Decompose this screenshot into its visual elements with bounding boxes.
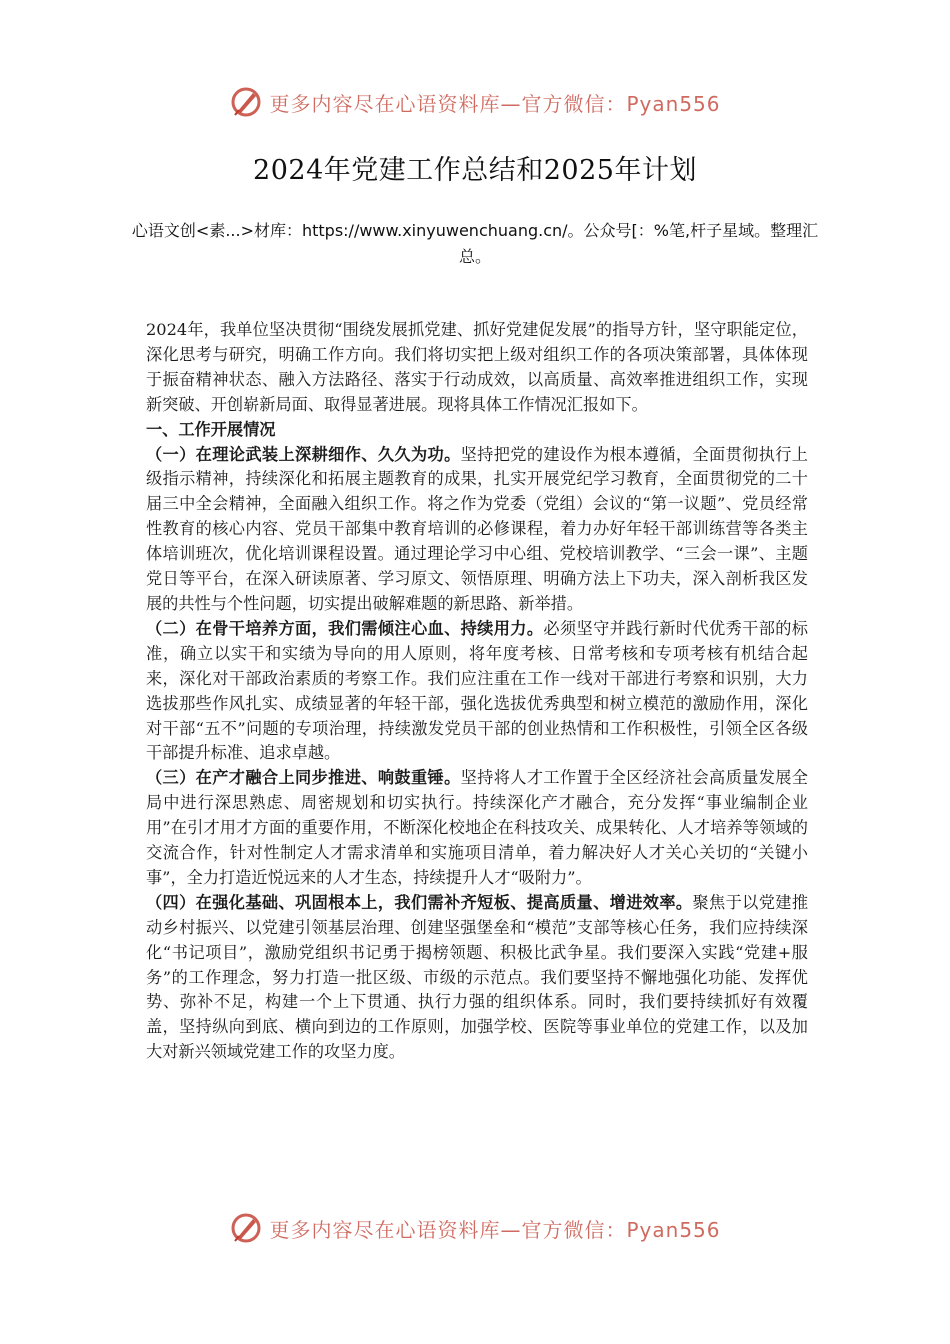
banner-text: 更多内容尽在心语资料库—官方微信：Pyan556 bbox=[269, 91, 721, 116]
section-lead-2: （二）在骨干培养方面，我们需倾注心血、持续用力。 bbox=[146, 618, 544, 638]
pen-swirl-logo-icon bbox=[229, 85, 263, 119]
document-title: 2024年党建工作总结和2025年计划 bbox=[253, 155, 697, 186]
footer-watermark-banner bbox=[0, 1208, 950, 1248]
intro-paragraph: 2024年，我单位坚决贯彻“围绕发展抓党建、抓好党建促发展”的指导方针，坚守职能定位，深化思考与研究，明确工作方向。我们将切实把上级对组织工作的各项决策部署，具体体现于振奋精神状态、融入方法路径、落实于行动成效，以高质量、高效率推进组织工作，实现新突破、开创崭新局面、取得显著进展。现将具体工作情况汇报如下。 bbox=[146, 320, 808, 414]
section-paragraph-3 bbox=[146, 766, 808, 891]
section-paragraph-1 bbox=[146, 443, 808, 617]
section-lead-4: （四）在强化基础、巩固根本上，我们需补齐短板、提高质量、增进效率。 bbox=[146, 892, 693, 912]
section-text-4: 聚焦于以党建推动乡村振兴、以党建引领基层治理、创建坚强堡垒和“模范”支部等核心任务，我们应持续深化“书记项目”，激励党组织书记勇于揭榜领题、积极比武争星。我们要深入实践“党建+服务”的工作理念，努力打造一批区级、市级的示范点。我们要坚持不懈地强化功能、发挥优势、弥补不足，构建一个上下贯通、执行力强的组织体系。同时，我们要持续抓好有效覆盖，坚持纵向到底、横向到边的工作原则，加强学校、医院等事业单位的党建工作，以及加大对新兴领域党建工作的攻坚力度。 bbox=[146, 892, 809, 1062]
section-heading: 一、工作开展情况 bbox=[146, 419, 276, 439]
section-text-2: 必须坚守并践行新时代优秀干部的标准，确立以实干和实绩为导向的用人原则，将年度考核、日常考核和专项考核有机结合起来，深化对干部政治素质的考察工作。我们应注重在工作一线对干部进行考察和识别，大力选拔那些作风扎实、成绩显著的年轻干部，强化选拔优秀典型和树立模范的激励作用，深化对干部“五不”问题的专项治理，持续激发党员干部的创业热情和工作积极性，引领全区各级干部提升标准、追求卓越。 bbox=[146, 618, 808, 763]
document-body bbox=[146, 318, 808, 1065]
section-paragraph-4 bbox=[146, 891, 808, 1065]
section-text-1: 坚持把党的建设作为根本遵循，全面贯彻执行上级指示精神，持续深化和拓展主题教育的成果，扎实开展党纪学习教育，全面贯彻党的二十届三中全会精神，全面融入组织工作。将之作为党委（党组）会议的“第一议题”、党员经常性教育的核心内容、党员干部集中教育培训的必修课程，着力办好年轻干部训练营等各类主体培训班次，优化培训课程设置。通过理论学习中心组、党校培训教学、“三会一课”、主题党日等平台，在深入研读原著、学习原文、领悟原理、明确方法上下功夫，深入剖析我区发展的共性与个性问题，切实提出破解难题的新思路、新举措。 bbox=[146, 444, 808, 613]
section-paragraph-2 bbox=[146, 617, 808, 766]
header-watermark-banner bbox=[0, 82, 950, 122]
section-lead-3: （三）在产才融合上同步推进、响鼓重锤。 bbox=[146, 768, 461, 788]
banner-wechat-id: Pyan556 bbox=[626, 1217, 721, 1242]
pen-swirl-logo-icon bbox=[229, 1211, 263, 1245]
banner-wechat-id: Pyan556 bbox=[626, 91, 721, 116]
source-note: 心语文创<素...>材库：https://www.xinyuwenchuang.cn/。公众号[：%笔,杆子星域。整理汇总。 bbox=[131, 221, 819, 266]
section-text-3: 坚持将人才工作置于全区经济社会高质量发展全局中进行深思熟虑、周密规划和切实执行。持续深化产才融合，充分发挥“事业编制企业用”在引才用才方面的重要作用，不断深化校地企在科技攻关、成果转化、人才培养等领域的交流合作，针对性制定人才需求清单和实施项目清单，着力解决好人才关心关切的“关键小事”，全力打造近悦远来的人才生态，持续提升人才“吸附力”。 bbox=[146, 768, 808, 887]
section-lead-1: （一）在理论武装上深耕细作、久久为功。 bbox=[146, 444, 461, 464]
banner-text: 更多内容尽在心语资料库—官方微信：Pyan556 bbox=[269, 1217, 721, 1242]
